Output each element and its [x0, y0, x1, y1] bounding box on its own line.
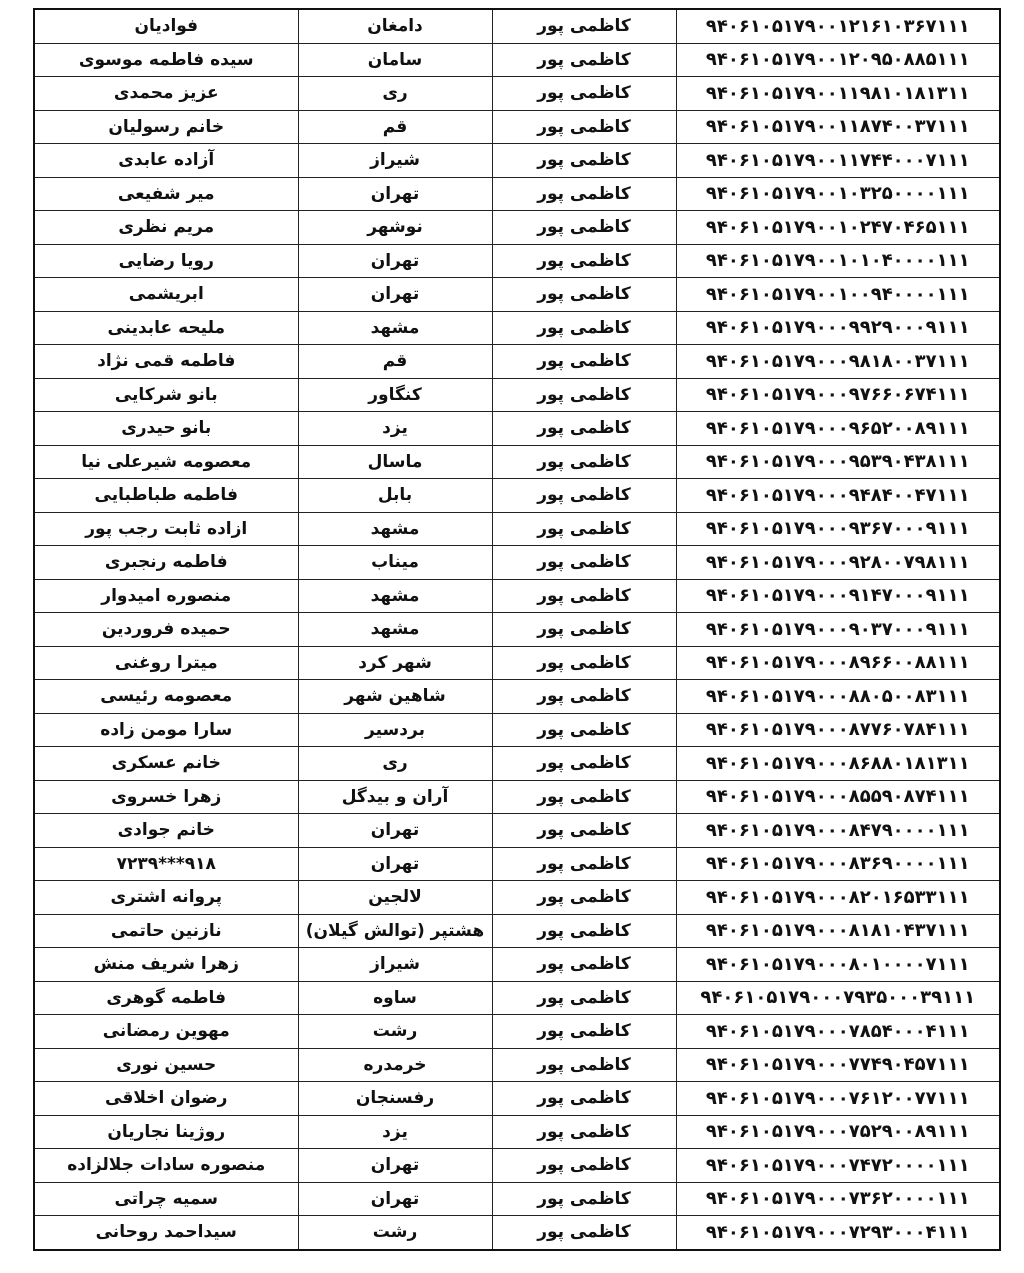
tracking-code-cell: ۹۴۰۶۱۰۵۱۷۹۰۰۱۲۰۹۵۰۸۸۵۱۱۱ — [676, 43, 1000, 77]
family-name-cell: کاظمی پور — [492, 1082, 676, 1116]
city-cell: تهران — [298, 814, 492, 848]
table-row — [34, 110, 1000, 144]
tracking-code-cell: ۹۴۰۶۱۰۵۱۷۹۰۰۰۸۴۷۹۰۰۰۰۱۱۱ — [676, 814, 1000, 848]
family-name-cell: کاظمی پور — [492, 881, 676, 915]
table-row — [34, 512, 1000, 546]
person-name-cell: خانم عسکری — [34, 747, 298, 781]
city-cell: ری — [298, 77, 492, 111]
family-name-cell: کاظمی پور — [492, 579, 676, 613]
tracking-code-cell: ۹۴۰۶۱۰۵۱۷۹۰۰۰۷۶۱۲۰۰۷۷۱۱۱ — [676, 1082, 1000, 1116]
family-name-cell: کاظمی پور — [492, 311, 676, 345]
person-name-cell: عزیز محمدی — [34, 77, 298, 111]
tracking-code-cell: ۹۴۰۶۱۰۵۱۷۹۰۰۰۷۳۶۲۰۰۰۰۱۱۱ — [676, 1182, 1000, 1216]
city-cell: تهران — [298, 847, 492, 881]
tracking-code-cell: ۹۴۰۶۱۰۵۱۷۹۰۰۰۹۳۶۷۰۰۰۹۱۱۱ — [676, 512, 1000, 546]
family-name-cell: کاظمی پور — [492, 646, 676, 680]
tracking-code-cell: ۹۴۰۶۱۰۵۱۷۹۰۰۰۹۵۳۹۰۴۳۸۱۱۱ — [676, 445, 1000, 479]
table-row — [34, 646, 1000, 680]
table-row — [34, 546, 1000, 580]
tracking-code-cell: ۹۴۰۶۱۰۵۱۷۹۰۰۰۷۵۲۹۰۰۸۹۱۱۱ — [676, 1115, 1000, 1149]
family-name-cell: کاظمی پور — [492, 814, 676, 848]
city-cell: بردسیر — [298, 713, 492, 747]
city-cell: رشت — [298, 1015, 492, 1049]
city-cell: قم — [298, 110, 492, 144]
person-name-cell: فاطمه رنجبری — [34, 546, 298, 580]
table-row — [34, 1115, 1000, 1149]
family-name-cell: کاظمی پور — [492, 177, 676, 211]
tracking-code-cell: ۹۴۰۶۱۰۵۱۷۹۰۰۰۹۰۳۷۰۰۰۹۱۱۱ — [676, 613, 1000, 647]
table-row — [34, 479, 1000, 513]
person-name-cell: بانو شرکایی — [34, 378, 298, 412]
city-cell: مشهد — [298, 613, 492, 647]
table-row — [34, 43, 1000, 77]
tracking-code-cell: ۹۴۰۶۱۰۵۱۷۹۰۰۰۹۴۸۴۰۰۴۷۱۱۱ — [676, 479, 1000, 513]
person-name-cell: فاطمه قمی نژاد — [34, 345, 298, 379]
person-name-cell: آزاده عابدی — [34, 144, 298, 178]
city-cell: مشهد — [298, 311, 492, 345]
tracking-code-cell: ۹۴۰۶۱۰۵۱۷۹۰۰۰۸۷۷۶۰۷۸۴۱۱۱ — [676, 713, 1000, 747]
person-name-cell: پروانه اشتری — [34, 881, 298, 915]
family-name-cell: کاظمی پور — [492, 244, 676, 278]
tracking-code-cell: ۹۴۰۶۱۰۵۱۷۹۰۰۰۹۸۱۸۰۰۳۷۱۱۱ — [676, 345, 1000, 379]
family-name-cell: کاظمی پور — [492, 546, 676, 580]
table-row — [34, 747, 1000, 781]
person-name-cell: حمیده فروردین — [34, 613, 298, 647]
person-name-cell: سارا مومن زاده — [34, 713, 298, 747]
person-name-cell: مریم نظری — [34, 211, 298, 245]
city-cell: لالجین — [298, 881, 492, 915]
city-cell: ساوه — [298, 981, 492, 1015]
table-row — [34, 1216, 1000, 1250]
tracking-code-cell: ۹۴۰۶۱۰۵۱۷۹۰۰۰۸۵۵۹۰۸۷۴۱۱۱ — [676, 780, 1000, 814]
family-name-cell: کاظمی پور — [492, 144, 676, 178]
person-name-cell: معصومه رئیسی — [34, 680, 298, 714]
tracking-code-cell: ۹۴۰۶۱۰۵۱۷۹۰۰۱۲۱۶۱۰۳۶۷۱۱۱ — [676, 9, 1000, 43]
city-cell: سامان — [298, 43, 492, 77]
table-row — [34, 345, 1000, 379]
person-name-cell: ازاده ثابت رجب پور — [34, 512, 298, 546]
table-row — [34, 144, 1000, 178]
records-body — [34, 9, 1000, 1250]
city-cell: تهران — [298, 1149, 492, 1183]
family-name-cell: کاظمی پور — [492, 1149, 676, 1183]
family-name-cell: کاظمی پور — [492, 1182, 676, 1216]
family-name-cell: کاظمی پور — [492, 445, 676, 479]
tracking-code-cell: ۹۴۰۶۱۰۵۱۷۹۰۰۰۷۹۳۵۰۰۰۳۹۱۱۱ — [676, 981, 1000, 1015]
tracking-code-cell: ۹۴۰۶۱۰۵۱۷۹۰۰۰۸۰۱۰۰۰۰۷۱۱۱ — [676, 948, 1000, 982]
tracking-code-cell: ۹۴۰۶۱۰۵۱۷۹۰۰۰۸۸۰۵۰۰۸۳۱۱۱ — [676, 680, 1000, 714]
city-cell: یزد — [298, 412, 492, 446]
table-row — [34, 948, 1000, 982]
tracking-code-cell: ۹۴۰۶۱۰۵۱۷۹۰۰۰۷۲۹۳۰۰۰۴۱۱۱ — [676, 1216, 1000, 1250]
city-cell: مشهد — [298, 579, 492, 613]
family-name-cell: کاظمی پور — [492, 278, 676, 312]
table-row — [34, 1015, 1000, 1049]
table-row — [34, 1149, 1000, 1183]
person-name-cell: مهوین رمضانی — [34, 1015, 298, 1049]
city-cell: تهران — [298, 1182, 492, 1216]
table-row — [34, 981, 1000, 1015]
city-cell: ری — [298, 747, 492, 781]
tracking-code-cell: ۹۴۰۶۱۰۵۱۷۹۰۰۰۹۹۲۹۰۰۰۹۱۱۱ — [676, 311, 1000, 345]
city-cell: آران و بیدگل — [298, 780, 492, 814]
person-name-cell: ابریشمی — [34, 278, 298, 312]
tracking-code-cell: ۹۴۰۶۱۰۵۱۷۹۰۰۰۹۷۶۶۰۶۷۴۱۱۱ — [676, 378, 1000, 412]
family-name-cell: کاظمی پور — [492, 914, 676, 948]
family-name-cell: کاظمی پور — [492, 1015, 676, 1049]
table-row — [34, 77, 1000, 111]
table-row — [34, 847, 1000, 881]
table-row — [34, 1082, 1000, 1116]
tracking-code-cell: ۹۴۰۶۱۰۵۱۷۹۰۰۰۷۷۴۹۰۴۵۷۱۱۱ — [676, 1048, 1000, 1082]
table-row — [34, 579, 1000, 613]
table-row — [34, 211, 1000, 245]
records-sheet — [33, 8, 999, 1251]
table-row — [34, 445, 1000, 479]
person-name-cell: میر شفیعی — [34, 177, 298, 211]
family-name-cell: کاظمی پور — [492, 680, 676, 714]
city-cell: میناب — [298, 546, 492, 580]
city-cell: رفسنجان — [298, 1082, 492, 1116]
tracking-code-cell: ۹۴۰۶۱۰۵۱۷۹۰۰۰۹۶۵۲۰۰۸۹۱۱۱ — [676, 412, 1000, 446]
person-name-cell: رویا رضایی — [34, 244, 298, 278]
family-name-cell: کاظمی پور — [492, 948, 676, 982]
person-name-cell: فاطمه طباطبایی — [34, 479, 298, 513]
person-name-cell: رضوان اخلاقی — [34, 1082, 298, 1116]
person-name-cell: روژینا نجاریان — [34, 1115, 298, 1149]
tracking-code-cell: ۹۴۰۶۱۰۵۱۷۹۰۰۱۱۹۸۱۰۱۸۱۳۱۱ — [676, 77, 1000, 111]
city-cell: دامغان — [298, 9, 492, 43]
table-row — [34, 814, 1000, 848]
table-row — [34, 378, 1000, 412]
person-name-cell: منصوره امیدوار — [34, 579, 298, 613]
family-name-cell: کاظمی پور — [492, 981, 676, 1015]
family-name-cell: کاظمی پور — [492, 77, 676, 111]
table-row — [34, 412, 1000, 446]
city-cell: قم — [298, 345, 492, 379]
city-cell: هشتپر (توالش گیلان) — [298, 914, 492, 948]
city-cell: تهران — [298, 177, 492, 211]
table-row — [34, 278, 1000, 312]
table-row — [34, 1048, 1000, 1082]
family-name-cell: کاظمی پور — [492, 613, 676, 647]
tracking-code-cell: ۹۴۰۶۱۰۵۱۷۹۰۰۰۸۳۶۹۰۰۰۰۱۱۱ — [676, 847, 1000, 881]
person-name-cell: فاطمه گوهری — [34, 981, 298, 1015]
table-row — [34, 680, 1000, 714]
table-row — [34, 244, 1000, 278]
tracking-code-cell: ۹۴۰۶۱۰۵۱۷۹۰۰۰۸۹۶۶۰۰۸۸۱۱۱ — [676, 646, 1000, 680]
city-cell: شهر کرد — [298, 646, 492, 680]
family-name-cell: کاظمی پور — [492, 345, 676, 379]
person-name-cell: خانم رسولیان — [34, 110, 298, 144]
person-name-cell: خانم جوادی — [34, 814, 298, 848]
tracking-code-cell: ۹۴۰۶۱۰۵۱۷۹۰۰۱۰۳۲۵۰۰۰۰۱۱۱ — [676, 177, 1000, 211]
person-name-cell: معصومه شیرعلی نیا — [34, 445, 298, 479]
table-row — [34, 914, 1000, 948]
person-name-cell: منصوره سادات جلالزاده — [34, 1149, 298, 1183]
city-cell: کنگاور — [298, 378, 492, 412]
person-name-cell: فوادیان — [34, 9, 298, 43]
city-cell: خرمدره — [298, 1048, 492, 1082]
tracking-code-cell: ۹۴۰۶۱۰۵۱۷۹۰۰۰۷۸۵۴۰۰۰۴۱۱۱ — [676, 1015, 1000, 1049]
family-name-cell: کاظمی پور — [492, 1216, 676, 1250]
family-name-cell: کاظمی پور — [492, 412, 676, 446]
tracking-code-cell: ۹۴۰۶۱۰۵۱۷۹۰۰۰۹۱۴۷۰۰۰۹۱۱۱ — [676, 579, 1000, 613]
family-name-cell: کاظمی پور — [492, 847, 676, 881]
family-name-cell: کاظمی پور — [492, 43, 676, 77]
person-name-cell: بانو حیدری — [34, 412, 298, 446]
family-name-cell: کاظمی پور — [492, 1115, 676, 1149]
person-name-cell: نازنین حاتمی — [34, 914, 298, 948]
city-cell: تهران — [298, 278, 492, 312]
tracking-code-cell: ۹۴۰۶۱۰۵۱۷۹۰۰۰۸۲۰۱۶۵۳۳۱۱۱ — [676, 881, 1000, 915]
tracking-code-cell: ۹۴۰۶۱۰۵۱۷۹۰۰۰۹۲۸۰۰۷۹۸۱۱۱ — [676, 546, 1000, 580]
tracking-code-cell: ۹۴۰۶۱۰۵۱۷۹۰۰۱۱۸۷۴۰۰۳۷۱۱۱ — [676, 110, 1000, 144]
city-cell: بابل — [298, 479, 492, 513]
table-row — [34, 881, 1000, 915]
family-name-cell: کاظمی پور — [492, 512, 676, 546]
tracking-code-cell: ۹۴۰۶۱۰۵۱۷۹۰۰۰۸۱۸۱۰۴۳۷۱۱۱ — [676, 914, 1000, 948]
person-name-cell: سیداحمد روحانی — [34, 1216, 298, 1250]
city-cell: رشت — [298, 1216, 492, 1250]
city-cell: شیراز — [298, 144, 492, 178]
family-name-cell: کاظمی پور — [492, 211, 676, 245]
family-name-cell: کاظمی پور — [492, 713, 676, 747]
family-name-cell: کاظمی پور — [492, 747, 676, 781]
table-row — [34, 1182, 1000, 1216]
city-cell: شاهین شهر — [298, 680, 492, 714]
person-name-cell: میترا روغنی — [34, 646, 298, 680]
records-table — [33, 8, 1001, 1251]
tracking-code-cell: ۹۴۰۶۱۰۵۱۷۹۰۰۰۷۴۷۲۰۰۰۰۱۱۱ — [676, 1149, 1000, 1183]
table-row — [34, 177, 1000, 211]
tracking-code-cell: ۹۴۰۶۱۰۵۱۷۹۰۰۱۰۰۹۴۰۰۰۰۱۱۱ — [676, 278, 1000, 312]
person-name-cell: ۹۱۸***۷۲۳۹ — [34, 847, 298, 881]
tracking-code-cell: ۹۴۰۶۱۰۵۱۷۹۰۰۱۰۱۰۴۰۰۰۰۱۱۱ — [676, 244, 1000, 278]
person-name-cell: سیده فاطمه موسوی — [34, 43, 298, 77]
family-name-cell: کاظمی پور — [492, 9, 676, 43]
table-row — [34, 780, 1000, 814]
table-row — [34, 311, 1000, 345]
person-name-cell: زهرا شریف منش — [34, 948, 298, 982]
person-name-cell: زهرا خسروی — [34, 780, 298, 814]
family-name-cell: کاظمی پور — [492, 780, 676, 814]
person-name-cell: ملیحه عابدینی — [34, 311, 298, 345]
table-row — [34, 9, 1000, 43]
table-row — [34, 713, 1000, 747]
family-name-cell: کاظمی پور — [492, 1048, 676, 1082]
family-name-cell: کاظمی پور — [492, 479, 676, 513]
city-cell: مشهد — [298, 512, 492, 546]
tracking-code-cell: ۹۴۰۶۱۰۵۱۷۹۰۰۱۰۲۴۷۰۴۶۵۱۱۱ — [676, 211, 1000, 245]
person-name-cell: حسین نوری — [34, 1048, 298, 1082]
table-row — [34, 613, 1000, 647]
tracking-code-cell: ۹۴۰۶۱۰۵۱۷۹۰۰۱۱۷۴۴۰۰۰۷۱۱۱ — [676, 144, 1000, 178]
person-name-cell: سمیه چراتی — [34, 1182, 298, 1216]
city-cell: ماسال — [298, 445, 492, 479]
tracking-code-cell: ۹۴۰۶۱۰۵۱۷۹۰۰۰۸۶۸۸۰۱۸۱۳۱۱ — [676, 747, 1000, 781]
city-cell: تهران — [298, 244, 492, 278]
city-cell: نوشهر — [298, 211, 492, 245]
city-cell: شیراز — [298, 948, 492, 982]
family-name-cell: کاظمی پور — [492, 110, 676, 144]
city-cell: یزد — [298, 1115, 492, 1149]
family-name-cell: کاظمی پور — [492, 378, 676, 412]
